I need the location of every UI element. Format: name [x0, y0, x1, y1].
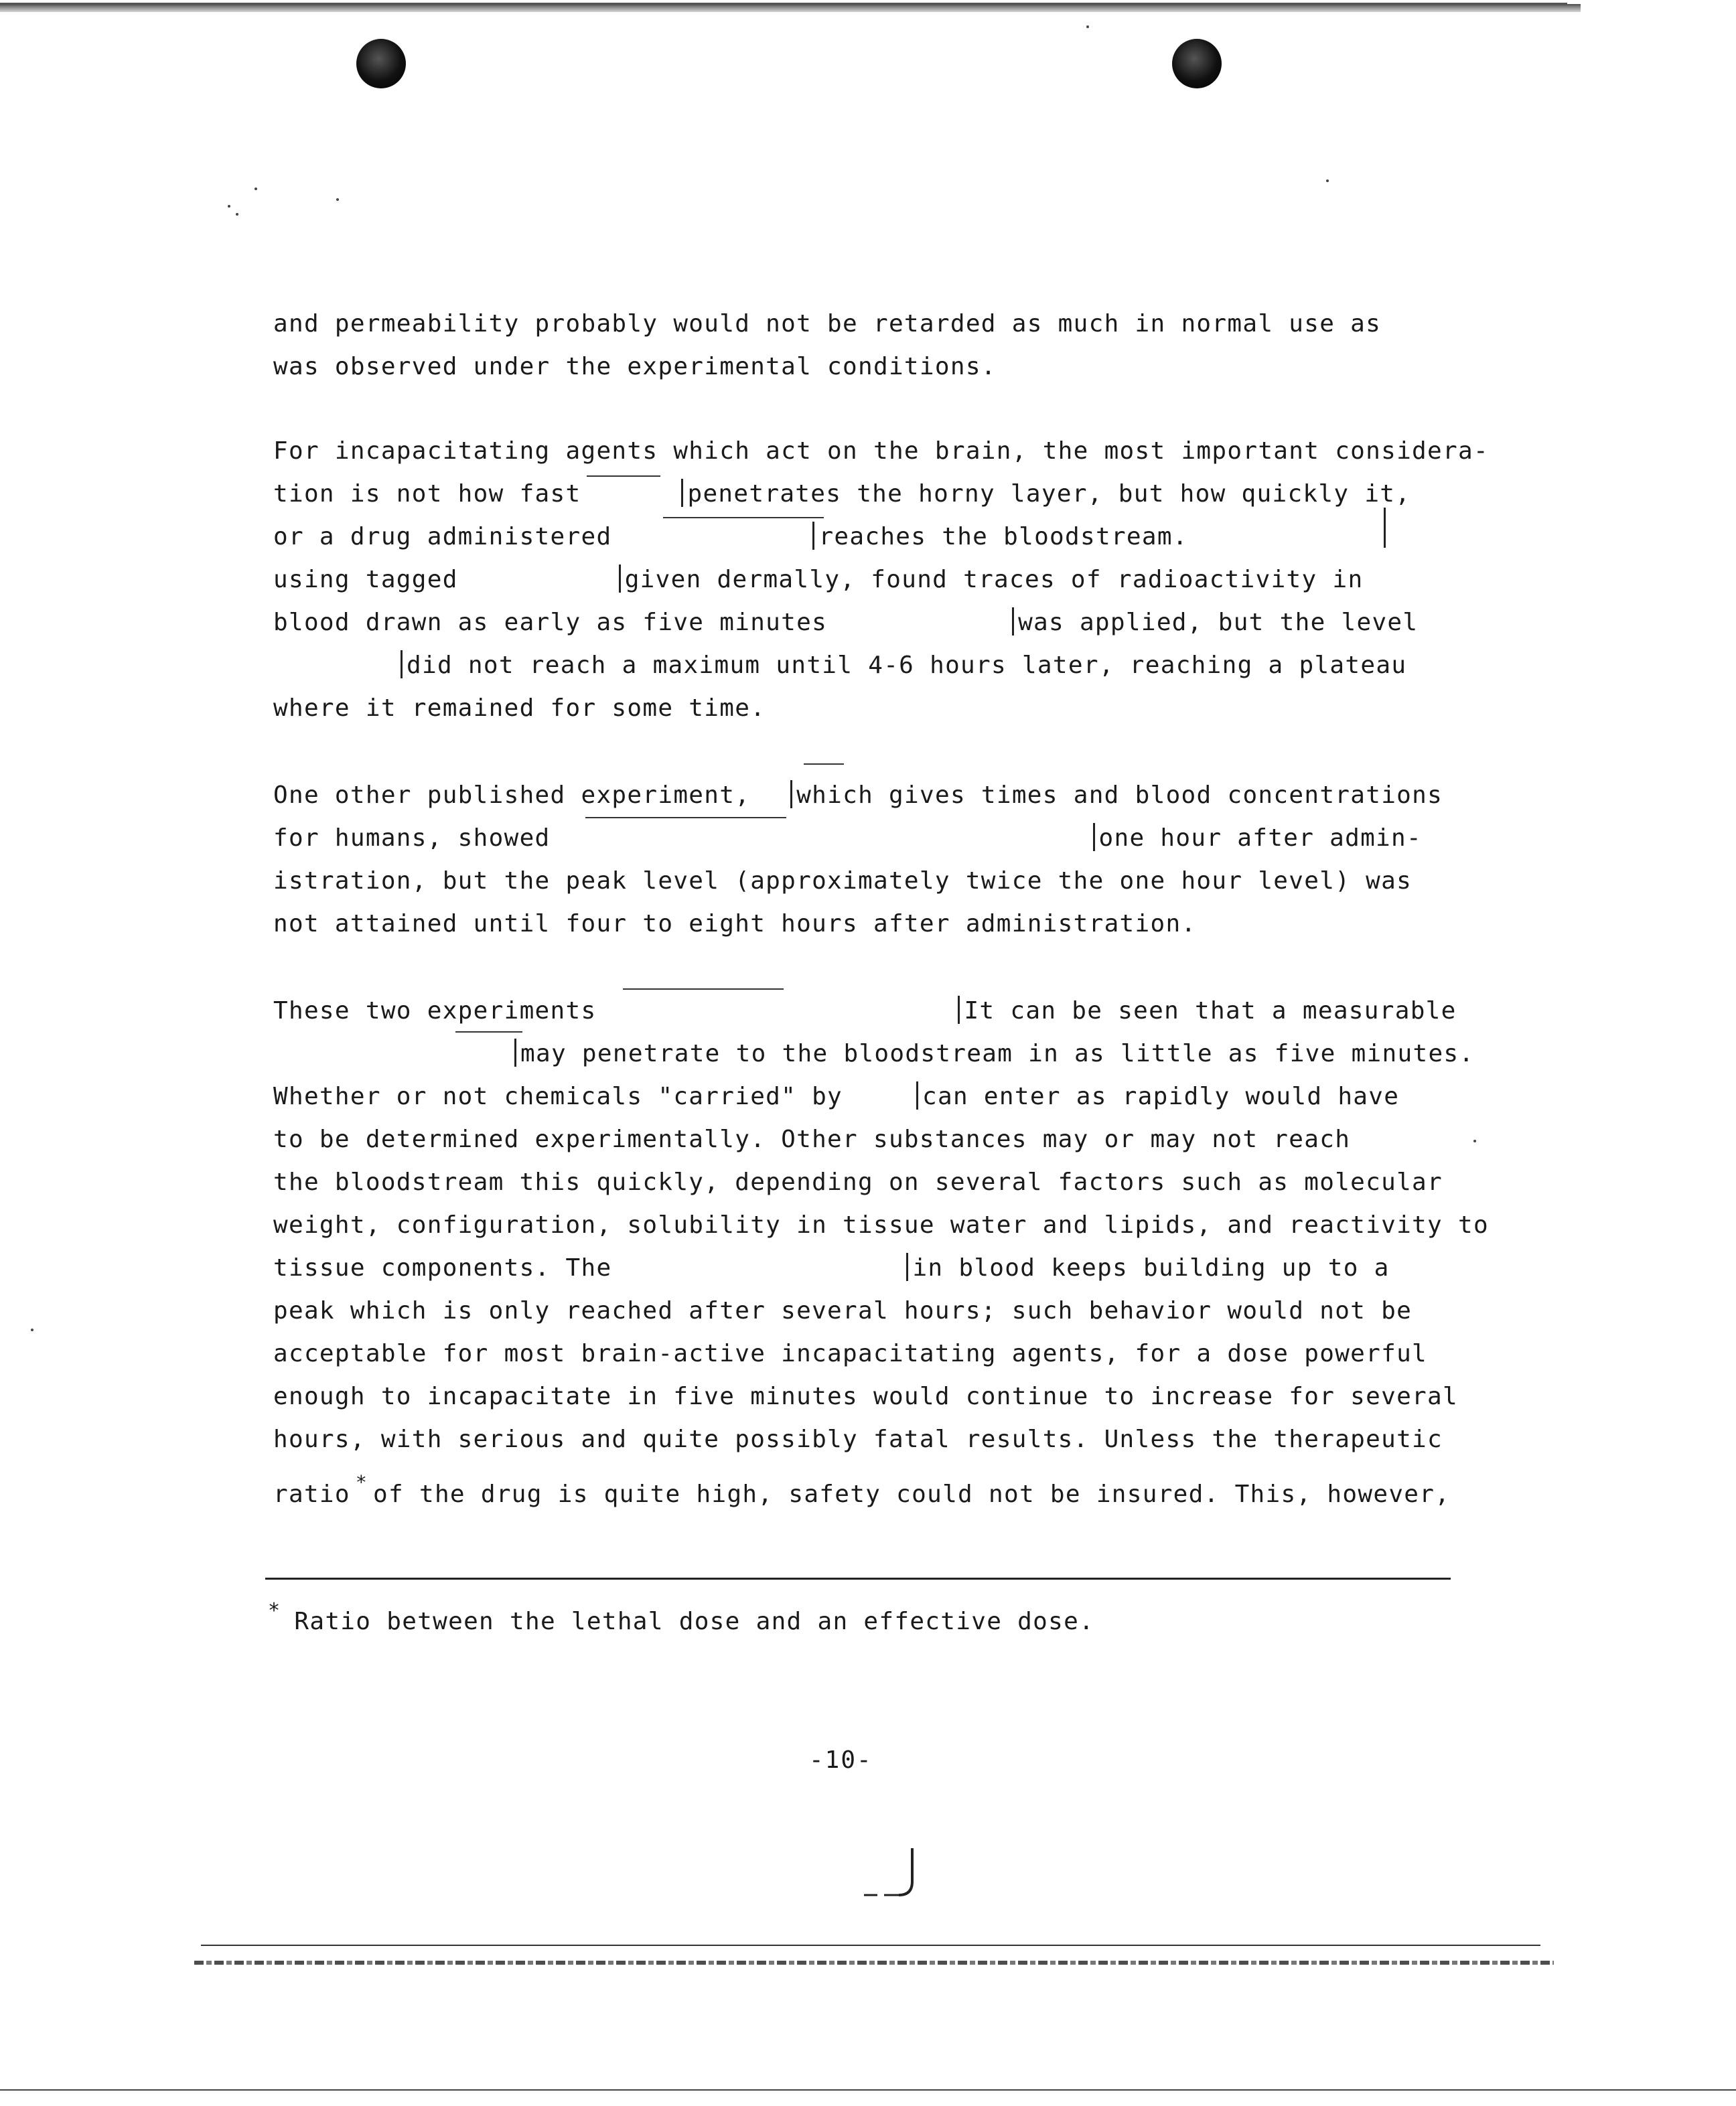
- text-line: [273, 774, 1479, 817]
- text-line: weight, configuration, solubility in tissue water and lipids, and reactivity to: [273, 1211, 1489, 1239]
- redaction-edge: [623, 988, 784, 990]
- text-line: For incapacitating agents which act on the brain, the most important considera-: [273, 437, 1489, 465]
- redaction-bracket: [1012, 607, 1014, 635]
- redaction-bracket: [681, 479, 683, 507]
- punch-hole-right: [1172, 39, 1222, 88]
- text-line: [273, 516, 1479, 558]
- scan-edge-shadow: [0, 4, 1581, 12]
- paragraph-3: [273, 774, 1479, 946]
- redaction-edge: [663, 517, 824, 518]
- text-fragment: did not reach a maximum until 4-6 hours later, reaching a plateau: [407, 652, 1407, 679]
- redaction-edge: [804, 763, 844, 765]
- punch-hole-left: [356, 39, 406, 88]
- speck: [1086, 25, 1089, 28]
- text-line: [273, 990, 1479, 1033]
- paragraph-1: [273, 303, 1479, 388]
- bracket-mark: [857, 1848, 931, 1902]
- text-fragment: of the drug is quite high, safety could not be insured. This, however,: [373, 1481, 1451, 1508]
- text-line: [273, 558, 1479, 601]
- text-fragment: or a drug administered: [273, 523, 612, 550]
- speck: [31, 1329, 33, 1331]
- text-line: the bloodstream this quickly, depending on several factors such as molecular: [273, 1169, 1443, 1196]
- text-fragment: One other published experiment,: [273, 781, 751, 809]
- speck: [1326, 179, 1329, 182]
- text-line: hours, with serious and quite possibly fatal results. Unless the therapeutic: [273, 1426, 1443, 1453]
- text-fragment: was applied, but the level: [1018, 609, 1419, 636]
- footnote-marker: *: [268, 1599, 281, 1623]
- redaction-bracket: [619, 565, 621, 593]
- text-line: was observed under the experimental conditions.: [273, 353, 997, 380]
- text-line: not attained until four to eight hours after administration.: [273, 910, 1197, 937]
- redaction-edge: [1384, 508, 1386, 548]
- redaction-edge: [585, 817, 786, 818]
- text-fragment: which gives times and blood concentrations: [796, 781, 1443, 809]
- text-fragment: Whether or not chemicals "carried" by: [273, 1083, 843, 1110]
- text-line: istration, but the peak level (approximately twice the one hour level) was: [273, 867, 1413, 895]
- text-line: to be determined experimentally. Other substances may or may not reach: [273, 1126, 1351, 1153]
- speck: [255, 187, 257, 190]
- paragraph-4: [273, 990, 1489, 1508]
- footnote-rule: [265, 1578, 1451, 1580]
- redaction-bracket: [790, 780, 792, 808]
- speck: [228, 205, 230, 208]
- text-line: [273, 1247, 1479, 1290]
- text-line: acceptable for most brain-active incapacitating agents, for a dose powerful: [273, 1340, 1428, 1367]
- text-line: [273, 601, 1479, 644]
- text-fragment: in blood keeps building up to a: [912, 1254, 1390, 1282]
- text-line: where it remained for some time.: [273, 694, 766, 722]
- redaction-edge: [587, 475, 660, 477]
- text-fragment: It can be seen that a measurable: [964, 997, 1457, 1025]
- redaction-bracket: [958, 996, 960, 1024]
- redaction-edge: [455, 1031, 522, 1033]
- text-fragment: may penetrate to the bloodstream in as little as five minutes.: [520, 1040, 1475, 1067]
- page-edge: [0, 2089, 1736, 2091]
- text-line: [273, 817, 1479, 860]
- text-line: [273, 1461, 1479, 1508]
- text-fragment: using tagged: [273, 566, 458, 593]
- bottom-scan-artifact: [194, 1961, 1554, 1965]
- text-line: peak which is only reached after several hours; such behavior would not be: [273, 1297, 1413, 1325]
- text-line: enough to incapacitate in five minutes would continue to increase for several: [273, 1383, 1458, 1410]
- redaction-bracket: [906, 1253, 908, 1281]
- text-fragment: tion is not how fast: [273, 480, 581, 508]
- text-fragment: tissue components. The: [273, 1254, 612, 1282]
- text-line: and permeability probably would not be retarded as much in normal use as: [273, 310, 1382, 337]
- text-line: [273, 473, 1479, 516]
- footnote-text: Ratio between the lethal dose and an effective dose.: [294, 1608, 1095, 1635]
- redaction-bracket: [401, 650, 403, 678]
- text-fragment: given dermally, found traces of radioactivity in: [624, 566, 1364, 593]
- text-fragment: can enter as rapidly would have: [922, 1083, 1400, 1110]
- text-fragment: penetrates the horny layer, but how quickly it,: [687, 480, 1411, 508]
- footnote: [268, 1599, 1094, 1635]
- text-line: [273, 1075, 1479, 1118]
- redaction-bracket: [514, 1039, 516, 1067]
- text-line: [273, 1033, 1479, 1075]
- text-fragment: These two experiments: [273, 997, 597, 1025]
- redaction-bracket: [916, 1081, 918, 1110]
- footnote-marker: *: [355, 1471, 368, 1493]
- text-fragment: one hour after admin-: [1098, 824, 1422, 852]
- text-fragment: for humans, showed: [273, 824, 551, 852]
- redaction-bracket: [1093, 823, 1095, 851]
- redaction-bracket: [812, 522, 814, 550]
- speck: [236, 213, 238, 216]
- page-number: -10-: [809, 1746, 873, 1774]
- speck: [336, 198, 339, 201]
- paragraph-2: [273, 430, 1489, 730]
- text-fragment: reaches the bloodstream.: [818, 523, 1188, 550]
- bottom-rule: [201, 1945, 1540, 1946]
- text-line: [273, 644, 1479, 687]
- text-fragment: ratio: [273, 1481, 350, 1508]
- text-fragment: blood drawn as early as five minutes: [273, 609, 828, 636]
